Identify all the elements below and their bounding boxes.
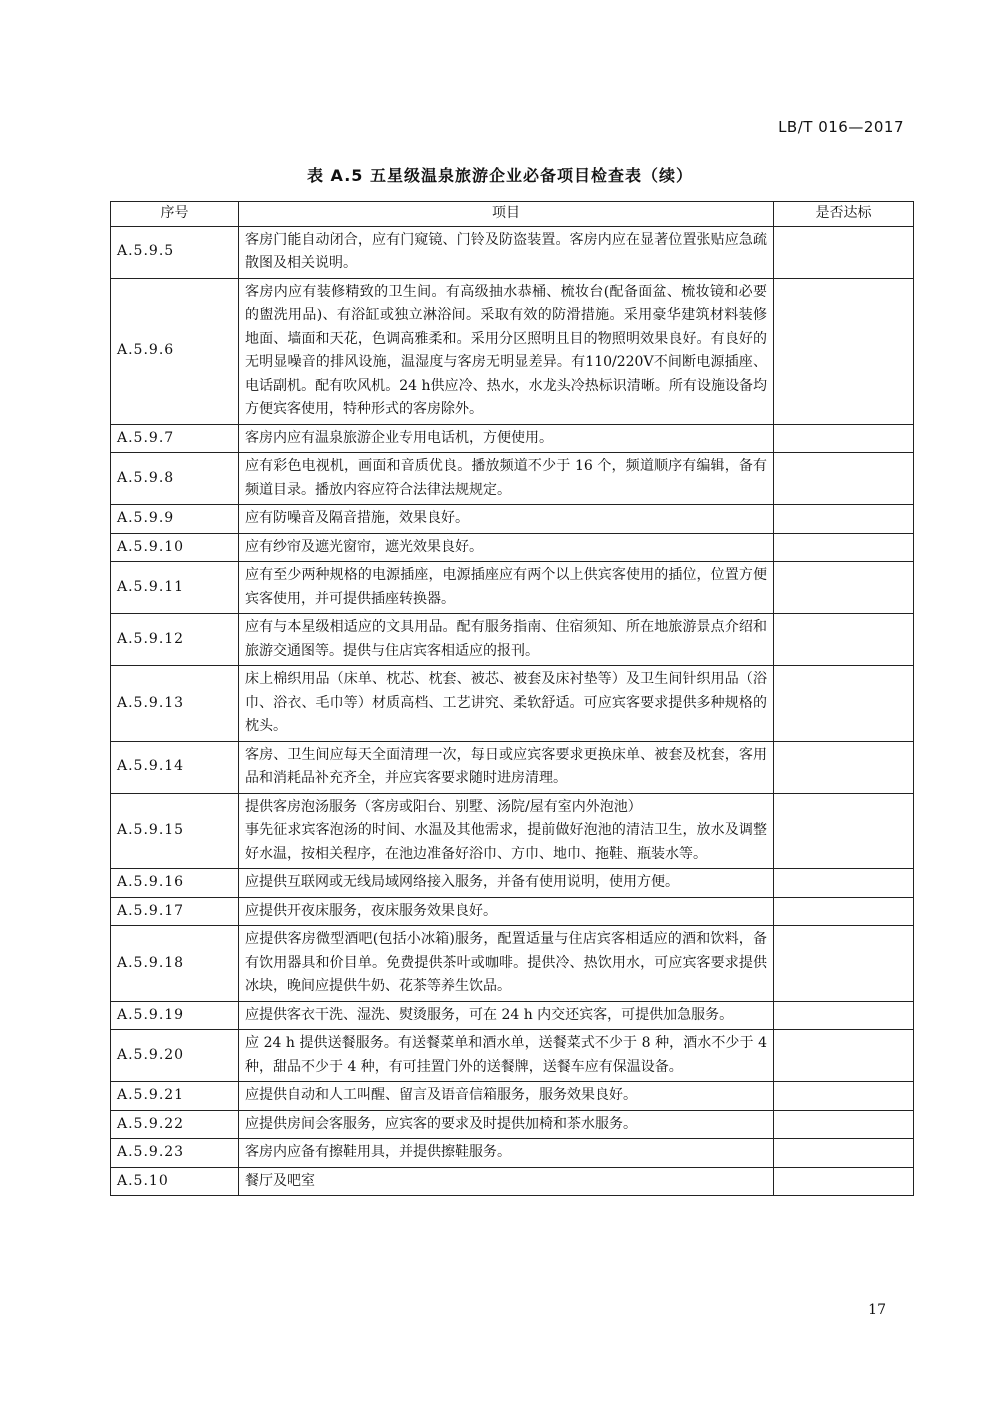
row-item-cell: 应提供客房微型酒吧(包括小冰箱)服务，配置适量与住店宾客相适应的酒和饮料，备有饮用器具和价目单。免费提供茶叶或咖啡。提供冷、热饮用水，可应宾客要求提供冰块，晚间应提供牛奶、花茶等养生饮品。: [239, 926, 774, 1002]
row-number-cell: A.5.9.20: [111, 1030, 239, 1082]
row-number-cell: A.5.9.8: [111, 453, 239, 505]
table-header-row: [111, 202, 914, 227]
row-number-cell: A.5.9.19: [111, 1001, 239, 1030]
row-number-cell: A.5.9.9: [111, 505, 239, 534]
row-compliance-cell[interactable]: [774, 1030, 914, 1082]
row-number-cell: A.5.10: [111, 1167, 239, 1196]
row-number-cell: A.5.9.18: [111, 926, 239, 1002]
row-number-cell: A.5.9.7: [111, 424, 239, 453]
row-compliance-cell[interactable]: [774, 897, 914, 926]
table-row: [111, 741, 914, 793]
row-compliance-cell[interactable]: [774, 226, 914, 278]
row-number-cell: A.5.9.5: [111, 226, 239, 278]
row-item-cell: 餐厅及吧室: [239, 1167, 774, 1196]
row-item-cell: 应 24 h 提供送餐服务。有送餐菜单和酒水单，送餐菜式不少于 8 种，酒水不少于 4 种，甜品不少于 4 种，有可挂置门外的送餐牌，送餐车应有保温设备。: [239, 1030, 774, 1082]
row-number-cell: A.5.9.10: [111, 533, 239, 562]
row-compliance-cell[interactable]: [774, 1001, 914, 1030]
row-item-cell: 客房内应备有擦鞋用具，并提供擦鞋服务。: [239, 1139, 774, 1168]
row-compliance-cell[interactable]: [774, 1110, 914, 1139]
row-item-cell: 客房、卫生间应每天全面清理一次，每日或应宾客要求更换床单、被套及枕套，客用品和消耗品补充齐全，并应宾客要求随时进房清理。: [239, 741, 774, 793]
row-item-cell: 应提供自动和人工叫醒、留言及语音信箱服务，服务效果良好。: [239, 1082, 774, 1111]
row-compliance-cell[interactable]: [774, 666, 914, 742]
row-compliance-cell[interactable]: [774, 562, 914, 614]
table-row: [111, 1167, 914, 1196]
table-row: [111, 1139, 914, 1168]
row-item-cell: 应提供互联网或无线局域网络接入服务，并备有使用说明，使用方便。: [239, 869, 774, 898]
checklist-table: [110, 201, 914, 1196]
row-item-cell: 应有彩色电视机，画面和音质优良。播放频道不少于 16 个，频道顺序有编辑，备有频道目录。播放内容应符合法律法规规定。: [239, 453, 774, 505]
column-header-item: 项目: [239, 202, 774, 227]
row-item-cell: 应有防噪音及隔音措施，效果良好。: [239, 505, 774, 534]
table-row: [111, 793, 914, 869]
row-number-cell: A.5.9.13: [111, 666, 239, 742]
row-item-cell: 客房内应有装修精致的卫生间。有高级抽水恭桶、梳妆台(配备面盆、梳妆镜和必要的盥洗用品)、有浴缸或独立淋浴间。采取有效的防滑措施。采用豪华建筑材料装修地面、墙面和天花，色调高雅柔和。采用分区照明且目的物照明效果良好。有良好的无明显噪音的排风设施，温湿度与客房无明显差异。有110/220V不间断电源插座、电话副机。配有吹风机。24 h供应冷、热水，水龙头冷热标识清晰。所有设施设备均方便宾客使用，特种形式的客房除外。: [239, 278, 774, 424]
row-compliance-cell[interactable]: [774, 453, 914, 505]
row-compliance-cell[interactable]: [774, 793, 914, 869]
row-number-cell: A.5.9.21: [111, 1082, 239, 1111]
row-compliance-cell[interactable]: [774, 926, 914, 1002]
table-row: [111, 226, 914, 278]
column-header-no: 序号: [111, 202, 239, 227]
row-number-cell: A.5.9.16: [111, 869, 239, 898]
standard-code: LB/T 016—2017: [778, 118, 904, 136]
row-item-cell: 应提供房间会客服务，应宾客的要求及时提供加椅和茶水服务。: [239, 1110, 774, 1139]
row-item-cell: 应有纱帘及遮光窗帘，遮光效果良好。: [239, 533, 774, 562]
table-row: [111, 614, 914, 666]
row-item-cell: 应提供客衣干洗、湿洗、熨烫服务，可在 24 h 内交还宾客，可提供加急服务。: [239, 1001, 774, 1030]
row-item-cell: 客房内应有温泉旅游企业专用电话机，方便使用。: [239, 424, 774, 453]
table-body: [111, 226, 914, 1196]
table-row: [111, 453, 914, 505]
row-number-cell: A.5.9.14: [111, 741, 239, 793]
row-item-cell: 提供客房泡汤服务（客房或阳台、别墅、汤院/屋有室内外泡池） 事先征求宾客泡汤的时间、水温及其他需求，提前做好泡池的清洁卫生，放水及调整好水温，按相关程序，在池边准备好浴巾、方巾、地巾、拖鞋、瓶装水等。: [239, 793, 774, 869]
row-number-cell: A.5.9.23: [111, 1139, 239, 1168]
table-row: [111, 562, 914, 614]
table-row: [111, 1110, 914, 1139]
column-header-ok: 是否达标: [774, 202, 914, 227]
table-row: [111, 1082, 914, 1111]
table-title: 表 A.5 五星级温泉旅游企业必备项目检查表（续）: [306, 166, 694, 185]
table-row: [111, 666, 914, 742]
row-number-cell: A.5.9.12: [111, 614, 239, 666]
table-row: [111, 897, 914, 926]
row-item-cell: 客房门能自动闭合，应有门窥镜、门铃及防盗装置。客房内应在显著位置张贴应急疏散图及相关说明。: [239, 226, 774, 278]
table-row: [111, 278, 914, 424]
row-compliance-cell[interactable]: [774, 278, 914, 424]
row-number-cell: A.5.9.15: [111, 793, 239, 869]
table-row: [111, 1001, 914, 1030]
row-compliance-cell[interactable]: [774, 505, 914, 534]
table-row: [111, 926, 914, 1002]
row-compliance-cell[interactable]: [774, 1139, 914, 1168]
row-compliance-cell[interactable]: [774, 533, 914, 562]
page-number: 17: [868, 1302, 886, 1318]
row-compliance-cell[interactable]: [774, 1082, 914, 1111]
row-item-cell: 应有与本星级相适应的文具用品。配有服务指南、住宿须知、所在地旅游景点介绍和旅游交通图等。提供与住店宾客相适应的报刊。: [239, 614, 774, 666]
row-item-cell: 床上棉织用品（床单、枕芯、枕套、被芯、被套及床衬垫等）及卫生间针织用品（浴巾、浴衣、毛巾等）材质高档、工艺讲究、柔软舒适。可应宾客要求提供多种规格的枕头。: [239, 666, 774, 742]
table-row: [111, 869, 914, 898]
row-number-cell: A.5.9.17: [111, 897, 239, 926]
row-number-cell: A.5.9.11: [111, 562, 239, 614]
row-number-cell: A.5.9.22: [111, 1110, 239, 1139]
row-compliance-cell[interactable]: [774, 741, 914, 793]
table-row: [111, 1030, 914, 1082]
table-row: [111, 533, 914, 562]
row-compliance-cell[interactable]: [774, 1167, 914, 1196]
row-compliance-cell[interactable]: [774, 424, 914, 453]
row-number-cell: A.5.9.6: [111, 278, 239, 424]
table-row: [111, 424, 914, 453]
row-item-cell: 应有至少两种规格的电源插座，电源插座应有两个以上供宾客使用的插位，位置方便宾客使用，并可提供插座转换器。: [239, 562, 774, 614]
row-item-cell: 应提供开夜床服务，夜床服务效果良好。: [239, 897, 774, 926]
row-compliance-cell[interactable]: [774, 614, 914, 666]
row-compliance-cell[interactable]: [774, 869, 914, 898]
table-row: [111, 505, 914, 534]
